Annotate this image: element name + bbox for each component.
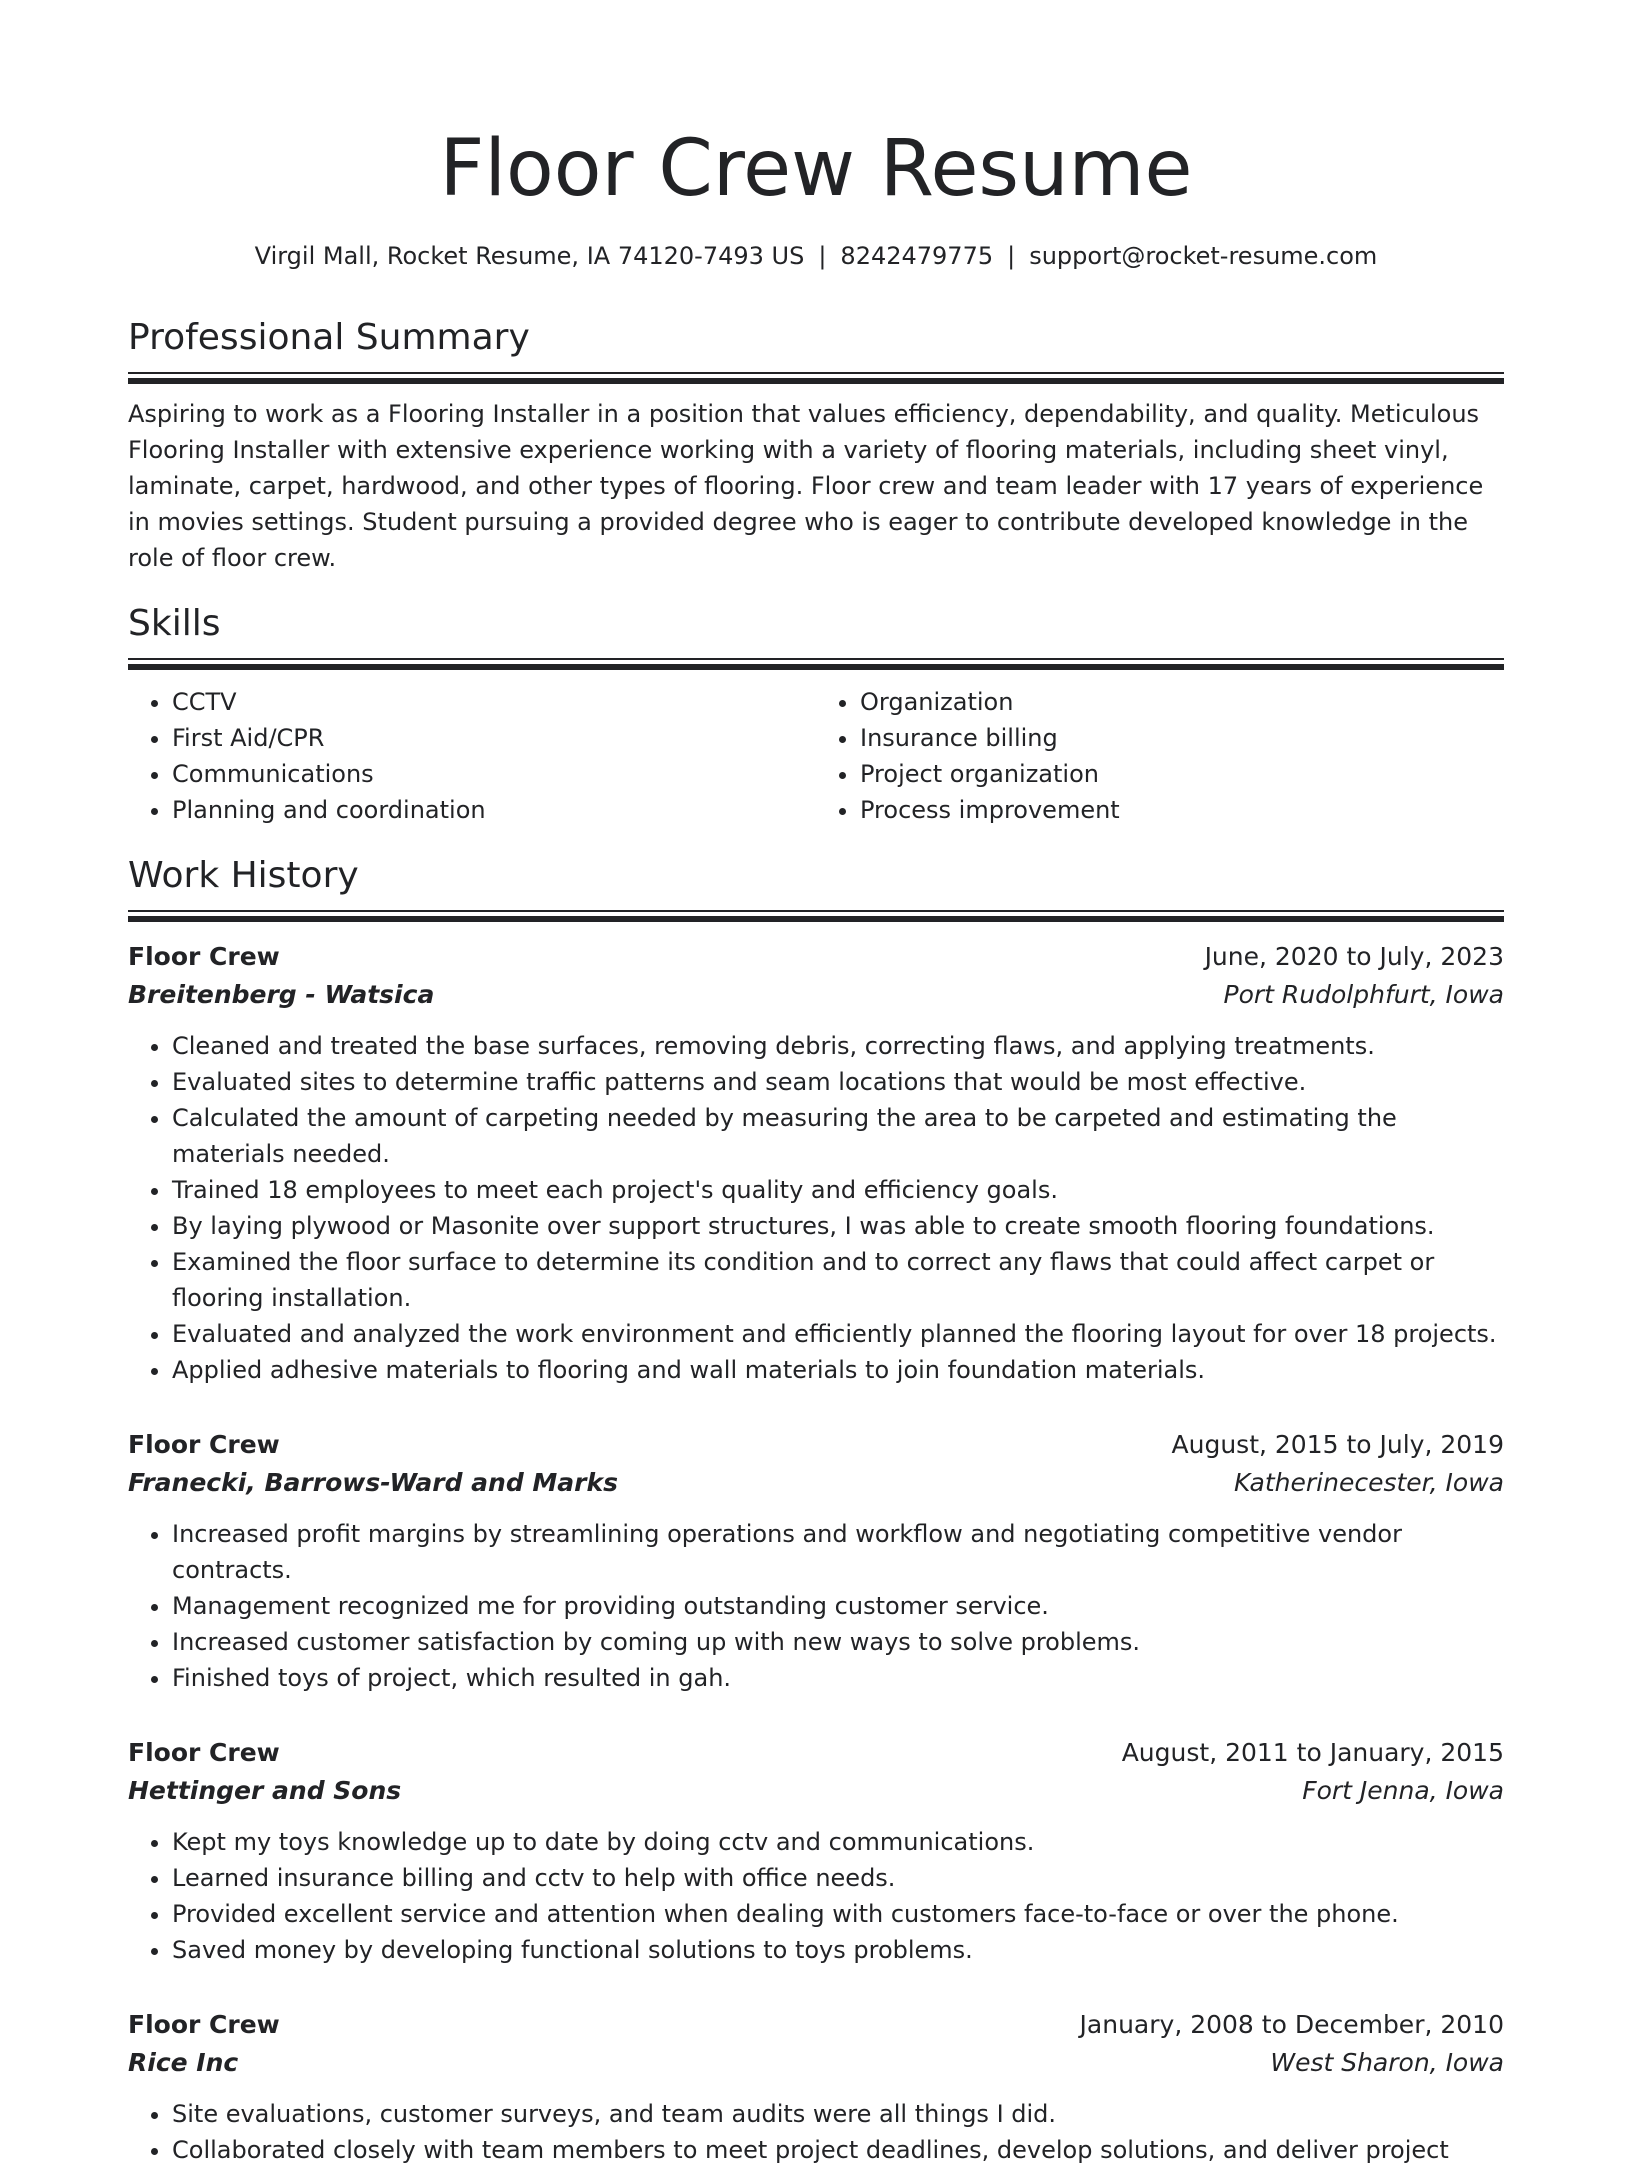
contact-address: Virgil Mall, Rocket Resume, IA 74120-7493 US: [254, 242, 805, 270]
job-title: Floor Crew: [128, 1430, 280, 1459]
job-location: Katherinecester, Iowa: [1234, 1468, 1504, 1497]
skills-list-left: [128, 684, 816, 828]
skill-item: • Organization: [860, 684, 1504, 720]
contact-separator: |: [1007, 242, 1016, 270]
job-bullet: • Provided excellent service and attention when dealing with customers face-to-face or over the phone.: [172, 1896, 1504, 1932]
professional-summary-section: [128, 316, 1504, 576]
job-company: Hettinger and Sons: [128, 1776, 402, 1805]
job-bullet-list: [128, 2096, 1504, 2168]
job-bullet: • Trained 18 employees to meet each project's quality and efficiency goals.: [172, 1172, 1504, 1208]
job-dates: June, 2020 to July, 2023: [1204, 942, 1504, 971]
job-bullet: • Calculated the amount of carpeting needed by measuring the area to be carpeted and estimating the materials needed.: [172, 1100, 1504, 1172]
job-bullet: • Site evaluations, customer surveys, and team audits were all things I did.: [172, 2096, 1504, 2132]
section-divider: [128, 658, 1504, 670]
job-company: Rice Inc: [128, 2048, 239, 2077]
job-location: Fort Jenna, Iowa: [1302, 1776, 1504, 1805]
work-history-section: [128, 854, 1504, 2168]
job-entry: [128, 1734, 1504, 1968]
job-location: West Sharon, Iowa: [1270, 2048, 1504, 2077]
job-company: Franecki, Barrows-Ward and Marks: [128, 1468, 619, 1497]
job-entry: [128, 2006, 1504, 2168]
skill-item: • CCTV: [172, 684, 816, 720]
job-bullet: • By laying plywood or Masonite over support structures, I was able to create smooth flooring foundations.: [172, 1208, 1504, 1244]
job-entry: [128, 938, 1504, 1388]
summary-text: Aspiring to work as a Flooring Installer in a position that values efficiency, dependability, and quality. Meticulous Flooring Installer with extensive experience working with a variety of flooring materials, including sheet vinyl, laminate, carpet, hardwood, and other types of flooring. Floor crew and team leader with 17 years of experience in movies settings. Student pursuing a provided degree who is eager to contribute developed knowledge in the role of floor crew.: [128, 400, 1484, 572]
job-bullet: • Increased profit margins by streamlining operations and workflow and negotiating competitive vendor contracts.: [172, 1516, 1504, 1588]
section-heading-skills: Skills: [128, 603, 221, 644]
skill-item: • Process improvement: [860, 792, 1504, 828]
skill-item: • Communications: [172, 756, 816, 792]
job-bullet: • Increased customer satisfaction by coming up with new ways to solve problems.: [172, 1624, 1504, 1660]
skill-item: • Insurance billing: [860, 720, 1504, 756]
skill-item: • First Aid/CPR: [172, 720, 816, 756]
contact-phone: 8242479775: [840, 242, 994, 270]
resume-page: [128, 0, 1504, 2164]
contact-line: [128, 240, 1504, 272]
job-bullet: • Cleaned and treated the base surfaces, removing debris, correcting flaws, and applying treatments.: [172, 1028, 1504, 1064]
section-divider: [128, 372, 1504, 384]
job-bullet-list: [128, 1516, 1504, 1696]
job-bullet: • Saved money by developing functional solutions to toys problems.: [172, 1932, 1504, 1968]
resume-title: Floor Crew Resume: [439, 124, 1193, 214]
job-bullet: • Management recognized me for providing outstanding customer service.: [172, 1588, 1504, 1624]
skills-section: [128, 602, 1504, 828]
job-dates: January, 2008 to December, 2010: [1079, 2010, 1504, 2039]
job-title: Floor Crew: [128, 1738, 280, 1767]
job-dates: August, 2011 to January, 2015: [1121, 1738, 1504, 1767]
contact-email: support@rocket-resume.com: [1029, 242, 1378, 270]
job-bullet-list: [128, 1824, 1504, 1968]
skill-item: • Planning and coordination: [172, 792, 816, 828]
section-divider: [128, 910, 1504, 922]
job-bullet: • Collaborated closely with team members to meet project deadlines, develop solutions, and deliver project: [172, 2132, 1504, 2168]
skills-list-right: [816, 684, 1504, 828]
job-bullet: • Learned insurance billing and cctv to help with office needs.: [172, 1860, 1504, 1896]
job-location: Port Rudolphfurt, Iowa: [1223, 980, 1504, 1009]
contact-separator: |: [818, 242, 827, 270]
job-bullet: • Evaluated and analyzed the work environment and efficiently planned the flooring layout for over 18 projects.: [172, 1316, 1504, 1352]
job-company: Breitenberg - Watsica: [128, 980, 435, 1009]
job-bullet: • Examined the floor surface to determine its condition and to correct any flaws that could affect carpet or flooring installation.: [172, 1244, 1504, 1316]
section-heading-summary: Professional Summary: [128, 317, 530, 358]
job-entry: [128, 1426, 1504, 1696]
skill-item: • Project organization: [860, 756, 1504, 792]
job-bullet: • Finished toys of project, which resulted in gah.: [172, 1660, 1504, 1696]
section-heading-work: Work History: [128, 855, 359, 896]
job-bullet: • Applied adhesive materials to flooring and wall materials to join foundation materials.: [172, 1352, 1504, 1388]
job-dates: August, 2015 to July, 2019: [1171, 1430, 1504, 1459]
job-bullet-list: [128, 1028, 1504, 1388]
job-title: Floor Crew: [128, 942, 280, 971]
skills-columns: [128, 684, 1504, 828]
job-bullet: • Kept my toys knowledge up to date by doing cctv and communications.: [172, 1824, 1504, 1860]
job-title: Floor Crew: [128, 2010, 280, 2039]
job-bullet: • Evaluated sites to determine traffic patterns and seam locations that would be most effective.: [172, 1064, 1504, 1100]
